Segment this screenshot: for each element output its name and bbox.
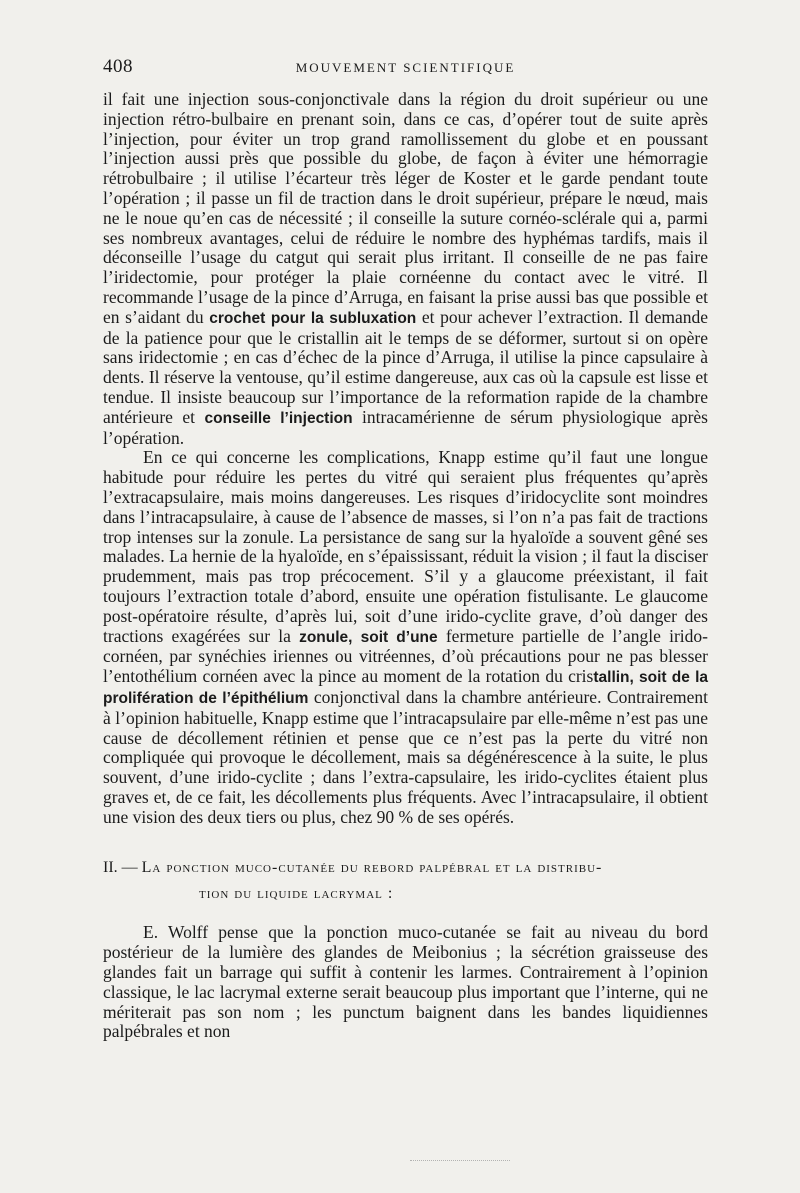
- body-text: [103, 90, 708, 1042]
- paragraph: [103, 90, 708, 448]
- section-heading: [103, 855, 708, 907]
- section-title-line2: tion du liquide lacrymal :: [199, 885, 394, 903]
- section-number: II. —: [103, 859, 138, 877]
- text-run: E. Wolff pense que la ponction muco-cutanée se fait au niveau du bord postérieur de la lumière des glandes de Meibonius ; la sécrétion graisseuse des glandes fait un barrage qui suffit à contenir les larmes. Contrairement à l’opinion classique, le lac lacrymal externe serait beaucoup plus important que l’interne, qui ne mériterait pas son nom ; les punctum baignent dans les bandes liquidiennes palpébrales et non: [103, 922, 708, 1042]
- footer-mark: [410, 1160, 510, 1165]
- bold-phrase: conseille l’injection: [204, 409, 353, 427]
- page-number: 408: [103, 56, 133, 77]
- section-title-line1: La ponction muco-cutanée du rebord palpébral et la distribu-: [141, 859, 603, 877]
- paragraph: [103, 923, 708, 1042]
- text-run: fermeture partielle de l’angle irido-cornéen, par synéchies iriennes ou vitréennes, d’où précautions pour ne pas blesser l’entothélium cornéen avec la pince au moment de la rotation du cris: [103, 625, 708, 687]
- paragraphs-after-section: [103, 923, 708, 1042]
- text-run: intracamérienne de sérum physiologique après l’opération.: [103, 406, 708, 448]
- bold-phrase: tallin, soit de la prolifération de l’épithélium: [103, 669, 708, 707]
- bold-phrase: zonule, soit d’une: [299, 628, 438, 646]
- paragraphs-before-section: [103, 90, 708, 827]
- text-run: il fait une injection sous-conjonctivale dans la région du droit supérieur ou une injection rétro-bulbaire en prenant soin, dans ce cas, d’opérer tout de suite après l’injection, pour éviter un trop grand ramollissement du globe et en poussant l’injection aussi près que possible du globe, de façon à éviter une hémorragie rétrobulbaire ; il utilise l’écarteur très léger de Koster et le garde pendant toute l’opération ; il passe un fil de traction dans le droit supérieur, prépare le nœud, mais ne le noue qu’en cas de nécessité ; il conseille la suture cornéo-sclérale qui a, parmi ses nombreux avantages, celui de réduire le nombre des hyphémas tardifs, mais il déconseille l’usage du catgut qui serait plus irritant. Il conseille de ne pas faire l’iridectomie, pour protéger la plaie cornéenne du contact avec le vitré. Il recommande l’usage de la pince d’Arruga, en faisant la prise aussi bas que possible et en s’aidant du: [103, 89, 708, 327]
- page-header: [103, 56, 708, 80]
- text-run: et pour achever l’extraction. Il demande de la patience pour que le cristallin ait le temps de se déformer, surtout si on opère sans iridectomie ; en cas d’échec de la pince d’Arruga, il utilise la pince capsulaire à dents. Il réserve la ventouse, qu’il estime dangereuse, aux cas où la capsule est lisse et tendue. Il insiste beaucoup sur l’importance de la reformation rapide de la chambre antérieure et: [103, 306, 708, 427]
- bold-phrase: crochet pour la subluxation: [209, 309, 417, 327]
- running-title: MOUVEMENT SCIENTIFIQUE: [295, 60, 516, 75]
- paragraph: [103, 448, 708, 827]
- text-run: En ce qui concerne les complications, Knapp estime qu’il faut une longue habitude pour réduire les pertes du vitré qui seraient plus fréquentes qu’après l’extracapsulaire, mais moins dangereuses. Les risques d’iridocyclite sont moindres dans l’intracapsulaire, à cause de l’absence de masses, si l’on n’a pas fait de tractions trop intenses sur la zonule. La persistance de sang sur la hyaloïde a souvent gêné ses malades. La hernie de la hyaloïde, en s’épaississant, réduit la vision ; il faut la disciser prudemment, mais pas trop précocement. S’il y a glaucome préexistant, il fait toujours l’extraction totale d’abord, ensuite une opération fistulisante. Le glaucome post-opératoire résulte, d’après lui, soit d’une irido-cyclite grave, d’où danger des tractions exagérées sur la: [103, 447, 708, 646]
- text-run: conjonctival dans la chambre antérieure. Contrairement à l’opinion habituelle, Knapp estime que l’intracapsulaire par elle-même n’est pas une cause de décollement rétinien et pense que ce n’est pas la perte du vitré non compliquée qui provoque le décollement, mais sa dégénérescence à la suite, le plus souvent, d’une irido-cyclite ; dans l’extra-capsulaire, les irido-cyclites étaient plus graves et, de ce fait, les décollements plus fréquents. Avec l’intracapsulaire, il obtient une vision des deux tiers ou plus, chez 90 % de ses opérés.: [103, 686, 708, 827]
